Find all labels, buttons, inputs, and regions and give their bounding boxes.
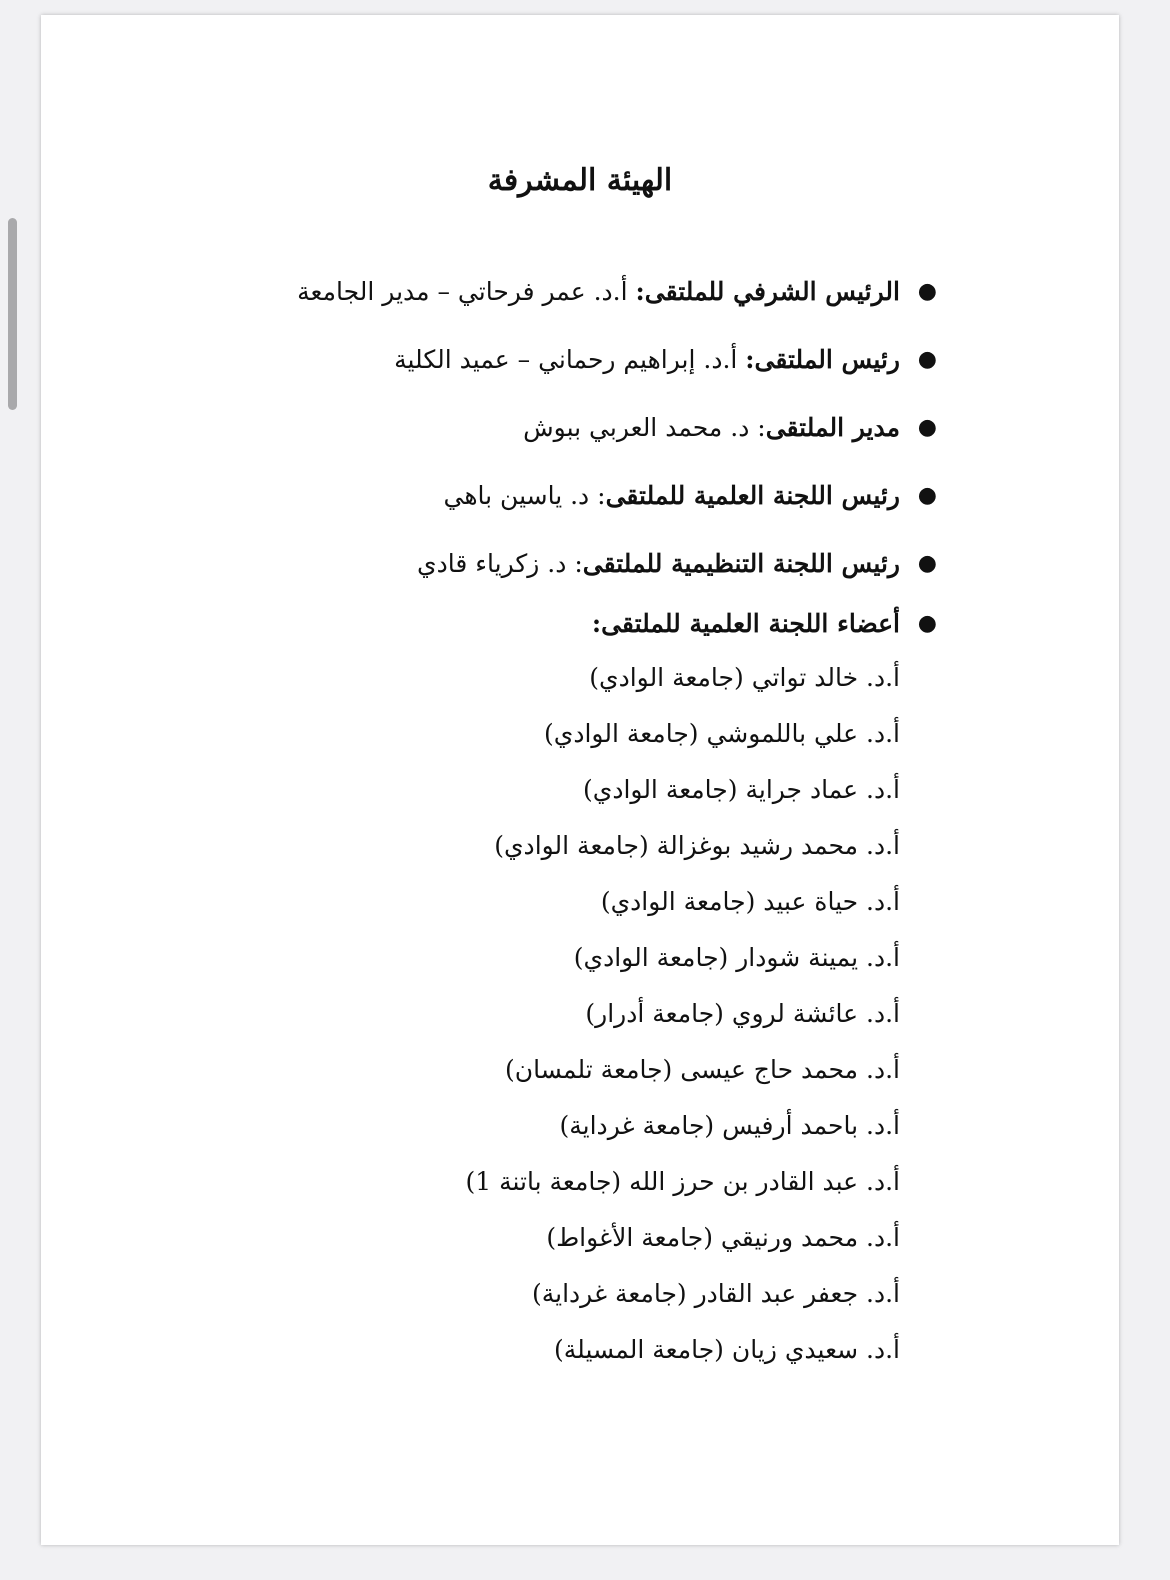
role-value: أ.د. إبراهيم رحماني – عميد الكلية — [394, 345, 746, 374]
role-label: مدير الملتقى — [765, 413, 900, 442]
member-item: أ.د. جعفر عبد القادر (جامعة غرداية) — [531, 1279, 900, 1308]
member-item: أ.د. سعيدي زيان (جامعة المسيلة) — [554, 1335, 900, 1364]
member-item: أ.د. حياة عبيد (جامعة الوادي) — [600, 887, 900, 916]
bullet-icon: ● — [917, 347, 937, 372]
member-item: أ.د. يمينة شودار (جامعة الوادي) — [573, 943, 900, 972]
role-label: الرئيس الشرفي للملتقى: — [635, 277, 900, 306]
role-item — [260, 462, 937, 530]
members-list — [260, 650, 900, 1378]
role-value: : د. محمد العربي ببوش — [523, 413, 766, 442]
member-item: أ.د. علي باللموشي (جامعة الوادي) — [544, 719, 900, 748]
vertical-scrollbar[interactable] — [8, 218, 17, 410]
bullet-icon: ● — [917, 415, 937, 440]
document-content — [260, 258, 937, 1378]
members-heading-item — [260, 598, 937, 650]
role-value: : د. ياسين باهي — [443, 481, 606, 510]
role-value: أ.د. عمر فرحاتي – مدير الجامعة — [297, 277, 636, 306]
role-item — [260, 394, 937, 462]
member-item: أ.د. عائشة لروي (جامعة أدرار) — [585, 999, 900, 1028]
bullet-icon: ● — [917, 611, 937, 636]
bullet-icon: ● — [917, 483, 937, 508]
role-value: : د. زكرياء قادي — [417, 549, 583, 578]
roles-list — [260, 258, 937, 650]
role-label: رئيس الملتقى: — [745, 345, 900, 374]
page-title: الهيئة المشرفة — [487, 163, 673, 198]
bullet-icon: ● — [917, 279, 937, 304]
member-item: أ.د. عماد جراية (جامعة الوادي) — [583, 775, 900, 804]
member-item: أ.د. محمد ورنيقي (جامعة الأغواط) — [546, 1223, 900, 1252]
role-item — [260, 258, 937, 326]
member-item: أ.د. عبد القادر بن حرز الله (جامعة باتنة 1) — [465, 1167, 900, 1196]
bullet-icon: ● — [917, 551, 937, 576]
role-label: رئيس اللجنة التنظيمية للملتقى — [582, 549, 900, 578]
member-item: أ.د. محمد رشيد بوغزالة (جامعة الوادي) — [494, 831, 900, 860]
members-heading: أعضاء اللجنة العلمية للملتقى: — [591, 609, 900, 638]
role-item — [260, 326, 937, 394]
member-item: أ.د. خالد تواتي (جامعة الوادي) — [589, 663, 900, 692]
role-item — [260, 530, 937, 598]
member-item: أ.د. محمد حاج عيسى (جامعة تلمسان) — [504, 1055, 900, 1084]
role-label: رئيس اللجنة العلمية للملتقى — [605, 481, 900, 510]
member-item: أ.د. باحمد أرفيس (جامعة غرداية) — [559, 1111, 900, 1140]
